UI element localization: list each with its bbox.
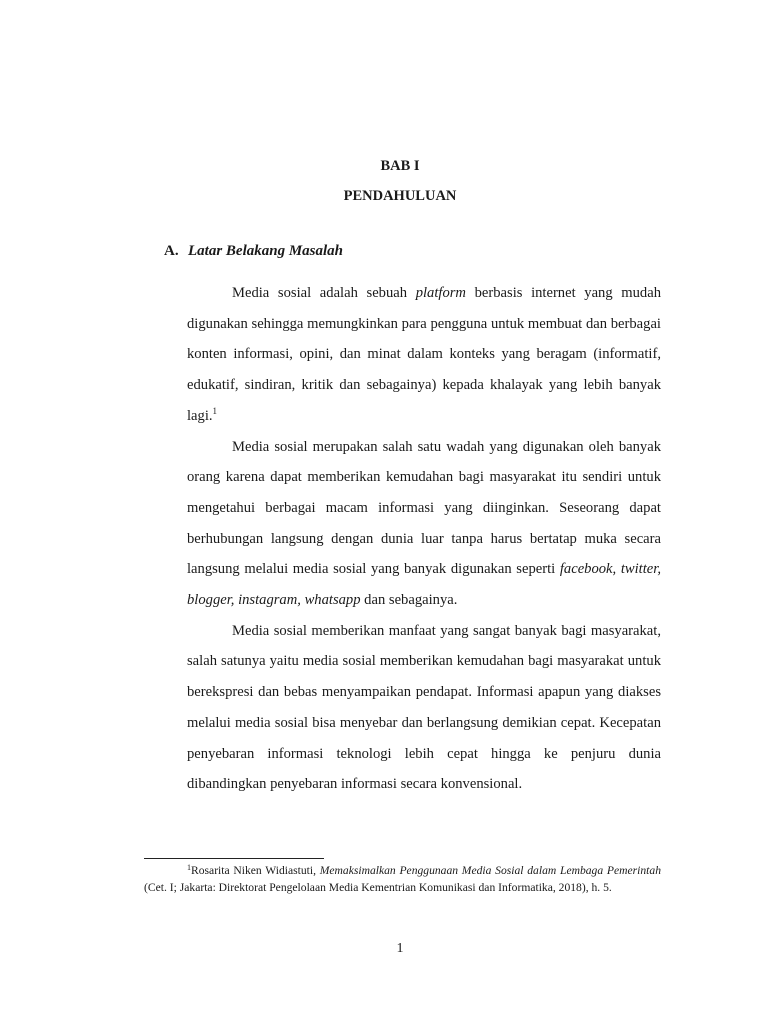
footnote-book-title: Memaksimalkan Penggunaan Media Sosial dalam Lembaga Pemerintah: [319, 864, 661, 877]
footnote-divider: [144, 858, 324, 859]
footnote-author: Rosarita Niken Widiastuti,: [191, 864, 320, 877]
chapter-number: BAB I: [380, 158, 420, 174]
page-number: 1: [396, 941, 404, 956]
paragraph-2-text-b: dan sebagainya.: [360, 592, 458, 609]
footnote-number: 1: [187, 863, 191, 872]
paragraph-1-italic: platform: [415, 285, 466, 301]
paragraph-3: Media sosial memberikan manfaat yang sangat banyak bagi masyarakat, salah satunya yaitu media sosial memberikan kemudahan bagi masyarakat untuk berekspresi dan bebas menyampaikan pendapat. Informasi apapun yang diakses melalui media sosial bisa menyebar dan berlangsung demikian cepat. Kecepatan penyebaran informasi teknologi lebih cepat hingga ke penjuru dunia dibandingkan penyebaran informasi secara konvensional.: [187, 622, 661, 793]
section-heading: [164, 243, 343, 260]
paragraph-2-italic: facebook, twitter, blogger, instagram, whatsapp: [187, 561, 661, 609]
chapter-title: PENDAHULUAN: [343, 188, 457, 204]
paragraph-2: [187, 432, 661, 616]
paragraph-1-text-a: Media sosial adalah sebuah: [232, 285, 416, 301]
footnote-text: [144, 863, 661, 896]
paragraph-2-text-a: Media sosial merupakan salah satu wadah yang digunakan oleh banyak orang karena dapat memberikan kemudahan bagi masyarakat itu sendiri untuk mengetahui berbagai macam informasi yang diinginkan. Seseorang dapat berhubungan langsung dengan dunia luar tanpa harus bertatap muka secara langsung melalui media sosial yang banyak digunakan seperti: [187, 438, 661, 578]
footnote: [144, 863, 661, 896]
section-title: Latar Belakang Masalah: [188, 243, 344, 259]
paragraph-1-text-b: berbasis internet yang mudah digunakan sehingga memungkinkan para pengguna untuk membuat dan berbagai konten informasi, opini, dan minat dalam konteks yang beragam (informatif, edukatif, sindiran, kritik dan sebagainya) kepada khalayak yang lebih banyak lagi.: [187, 285, 661, 424]
paragraph-1: [187, 278, 661, 432]
body-text: [187, 278, 661, 800]
footnote-reference: 1: [212, 405, 218, 416]
footnote-publication: (Cet. I; Jakarta: Direktorat Pengelolaan Media Kementrian Komunikasi dan Informatika, 2018), h. 5.: [144, 880, 612, 894]
section-label: A.: [164, 243, 179, 259]
